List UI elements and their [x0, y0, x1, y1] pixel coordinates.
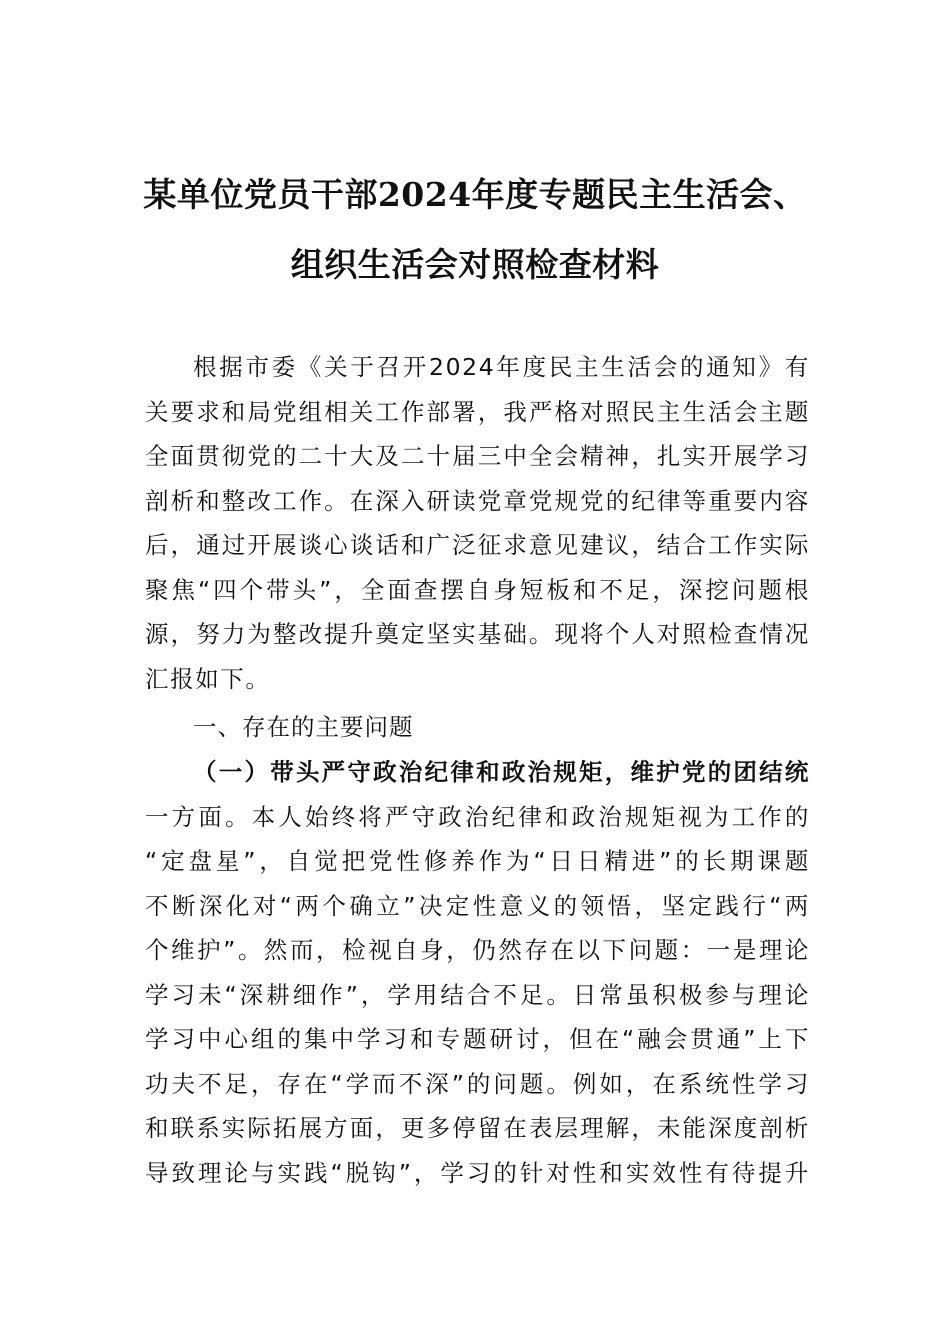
paragraph-line: “定盘星”，自觉把党性修养作为“日日精进”的长期课题 [145, 847, 810, 875]
intro-paragraph [145, 345, 810, 701]
paragraph-line: 功夫不足，存在“学而不深”的问题。例如，在系统性学习 [145, 1069, 810, 1098]
paragraph-line: 学习中心组的集中学习和专题研讨，但在“融会贯通”上下 [145, 1025, 810, 1053]
document-title-line-1: 某单位党员干部2024年度专题民主生活会、 [143, 175, 807, 214]
paragraph-line: 聚焦“四个带头”，全面查摆自身短板和不足，深挖问题根 [145, 575, 810, 604]
section-1-paragraph [145, 750, 810, 1195]
paragraph-line: 汇报如下。 [145, 664, 271, 693]
paragraph-line: 和联系实际拓展方面，更多停留在表层理解，未能深度剖析 [145, 1114, 810, 1142]
paragraph-line: 关要求和局党组相关工作部署，我严格对照民主生活会主题 [145, 397, 810, 426]
document-title-line-2: 组织生活会对照检查材料 [290, 245, 660, 284]
paragraph-line: 后，通过开展谈心谈话和广泛征求意见建议，结合工作实际 [145, 531, 810, 559]
paragraph-line: 源，努力为整改提升奠定坚实基础。现将个人对照检查情况 [145, 620, 810, 648]
paragraph-line: 学习未“深耕细作”，学用结合不足。日常虽积极参与理论 [145, 980, 810, 1009]
paragraph-line: 一方面。本人始终将严守政治纪律和政治规矩视为工作的 [145, 802, 810, 831]
section-heading: 一、存在的主要问题 [193, 713, 414, 741]
paragraph-line: 导致理论与实践“脱钩”，学习的针对性和实效性有待提升 [145, 1158, 810, 1187]
paragraph-line: 不断深化对“两个确立”决定性意义的领悟，坚定践行“两 [145, 891, 810, 920]
paragraph-line: 个维护”。然而，检视自身，仍然存在以下问题：一是理论 [145, 936, 810, 964]
paragraph-line: 全面贯彻党的二十大及二十届三中全会精神，扎实开展学习 [145, 442, 810, 470]
paragraph-line: （一）带头严守政治纪律和政治规矩，维护党的团结统 [193, 758, 810, 786]
paragraph-line: 根据市委《关于召开2024年度民主生活会的通知》有 [193, 353, 810, 381]
paragraph-line: 剖析和整改工作。在深入研读党章党规党的纪律等重要内容 [145, 486, 810, 515]
